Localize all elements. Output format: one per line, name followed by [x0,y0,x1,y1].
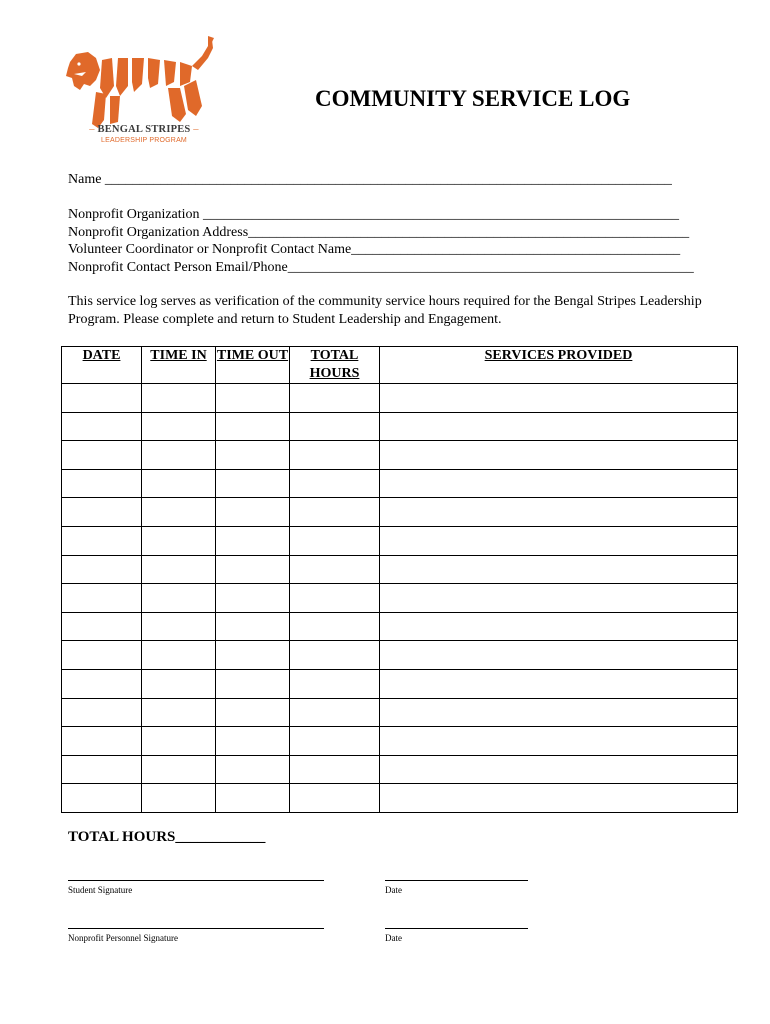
total-hours-cell[interactable] [290,669,380,698]
services-provided-cell[interactable] [380,526,738,555]
time-in-cell[interactable] [142,412,216,441]
services-provided-cell[interactable] [380,469,738,498]
date-cell[interactable] [62,469,142,498]
table-row [62,498,738,527]
table-row [62,784,738,813]
time-in-cell[interactable] [142,526,216,555]
table-row [62,412,738,441]
total-hours-cell[interactable] [290,526,380,555]
date-cell[interactable] [62,584,142,613]
total-hours-field[interactable]: TOTAL HOURS____________ [68,829,266,845]
date-cell[interactable] [62,384,142,413]
time-in-cell[interactable] [142,784,216,813]
date-cell[interactable] [62,669,142,698]
table-row [62,641,738,670]
nonprofit-organization-field[interactable]: Nonprofit Organization ____________________________________________________________________ [68,207,680,222]
date-cell[interactable] [62,641,142,670]
table-row [62,441,738,470]
time-in-cell[interactable] [142,584,216,613]
time-out-cell[interactable] [216,755,290,784]
student-signature-line[interactable] [68,880,324,881]
header-time-out: TIME OUT [216,347,290,384]
services-provided-cell[interactable] [380,555,738,584]
time-out-cell[interactable] [216,784,290,813]
service-log-table [61,346,738,813]
header-time-in: TIME IN [142,347,216,384]
date-cell[interactable] [62,698,142,727]
time-out-cell[interactable] [216,641,290,670]
table-row [62,526,738,555]
total-hours-cell[interactable] [290,698,380,727]
logo-subtitle: LEADERSHIP PROGRAM [101,137,187,144]
total-hours-cell[interactable] [290,384,380,413]
table-row [62,469,738,498]
total-hours-cell[interactable] [290,784,380,813]
time-out-cell[interactable] [216,555,290,584]
time-in-cell[interactable] [142,669,216,698]
total-hours-cell[interactable] [290,441,380,470]
table-row [62,384,738,413]
student-date-line[interactable] [385,880,528,881]
date-cell[interactable] [62,441,142,470]
date-cell[interactable] [62,498,142,527]
time-in-cell[interactable] [142,441,216,470]
services-provided-cell[interactable] [380,384,738,413]
contact-name-field[interactable]: Volunteer Coordinator or Nonprofit Contact Name_______________________________________________ [68,242,681,257]
time-out-cell[interactable] [216,698,290,727]
personnel-date-line[interactable] [385,928,528,929]
total-hours-cell[interactable] [290,727,380,756]
total-hours-cell[interactable] [290,612,380,641]
student-signature-label: Student Signature [68,885,133,895]
personnel-signature-line[interactable] [68,928,324,929]
total-hours-cell[interactable] [290,412,380,441]
time-out-cell[interactable] [216,441,290,470]
services-provided-cell[interactable] [380,612,738,641]
table-row [62,727,738,756]
time-out-cell[interactable] [216,498,290,527]
table-row [62,555,738,584]
time-in-cell[interactable] [142,727,216,756]
time-out-cell[interactable] [216,469,290,498]
total-hours-cell[interactable] [290,555,380,584]
date-cell[interactable] [62,755,142,784]
total-hours-cell[interactable] [290,584,380,613]
time-in-cell[interactable] [142,498,216,527]
nonprofit-address-field[interactable]: Nonprofit Organization Address_______________________________________________________________ [68,225,690,240]
table-header-row [62,347,738,384]
services-provided-cell[interactable] [380,727,738,756]
date-cell[interactable] [62,412,142,441]
personnel-signature-label: Nonprofit Personnel Signature [68,933,178,943]
services-provided-cell[interactable] [380,755,738,784]
time-out-cell[interactable] [216,526,290,555]
time-in-cell[interactable] [142,469,216,498]
date-cell[interactable] [62,612,142,641]
services-provided-cell[interactable] [380,412,738,441]
services-provided-cell[interactable] [380,669,738,698]
time-out-cell[interactable] [216,727,290,756]
time-out-cell[interactable] [216,584,290,613]
time-out-cell[interactable] [216,612,290,641]
header-services-provided: SERVICES PROVIDED [380,347,738,384]
date-cell[interactable] [62,555,142,584]
services-provided-cell[interactable] [380,498,738,527]
table-row [62,584,738,613]
logo-brand: – BENGAL STRIPES – [89,124,199,135]
student-date-label: Date [385,885,402,895]
total-hours-cell[interactable] [290,469,380,498]
time-in-cell[interactable] [142,755,216,784]
time-in-cell[interactable] [142,698,216,727]
time-in-cell[interactable] [142,612,216,641]
time-in-cell[interactable] [142,555,216,584]
table-row [62,755,738,784]
page-title: COMMUNITY SERVICE LOG [315,86,631,111]
time-out-cell[interactable] [216,669,290,698]
services-provided-cell[interactable] [380,441,738,470]
date-cell[interactable] [62,784,142,813]
services-provided-cell[interactable] [380,584,738,613]
total-hours-cell[interactable] [290,641,380,670]
header-total-hours: TOTAL HOURS [290,347,380,384]
logo-brand-text: BENGAL STRIPES [97,124,191,135]
time-out-cell[interactable] [216,412,290,441]
total-hours-cell[interactable] [290,498,380,527]
header-date: DATE [62,347,142,384]
instructions-paragraph: This service log serves as verification of the community service hours required for the Bengal Stripes Leadership Program. Please complete and return to Student Leadership and Engagement. [68,294,702,327]
services-provided-cell[interactable] [380,641,738,670]
personnel-date-label: Date [385,933,402,943]
total-hours-cell[interactable] [290,755,380,784]
table-row [62,698,738,727]
date-cell[interactable] [62,526,142,555]
name-field[interactable]: Name _________________________________________________________________________________ [68,172,672,187]
time-in-cell[interactable] [142,641,216,670]
table-row [62,669,738,698]
time-in-cell[interactable] [142,384,216,413]
services-provided-cell[interactable] [380,784,738,813]
contact-email-phone-field[interactable]: Nonprofit Contact Person Email/Phone__________________________________________________________ [68,260,694,275]
time-out-cell[interactable] [216,384,290,413]
table-row [62,612,738,641]
services-provided-cell[interactable] [380,698,738,727]
date-cell[interactable] [62,727,142,756]
